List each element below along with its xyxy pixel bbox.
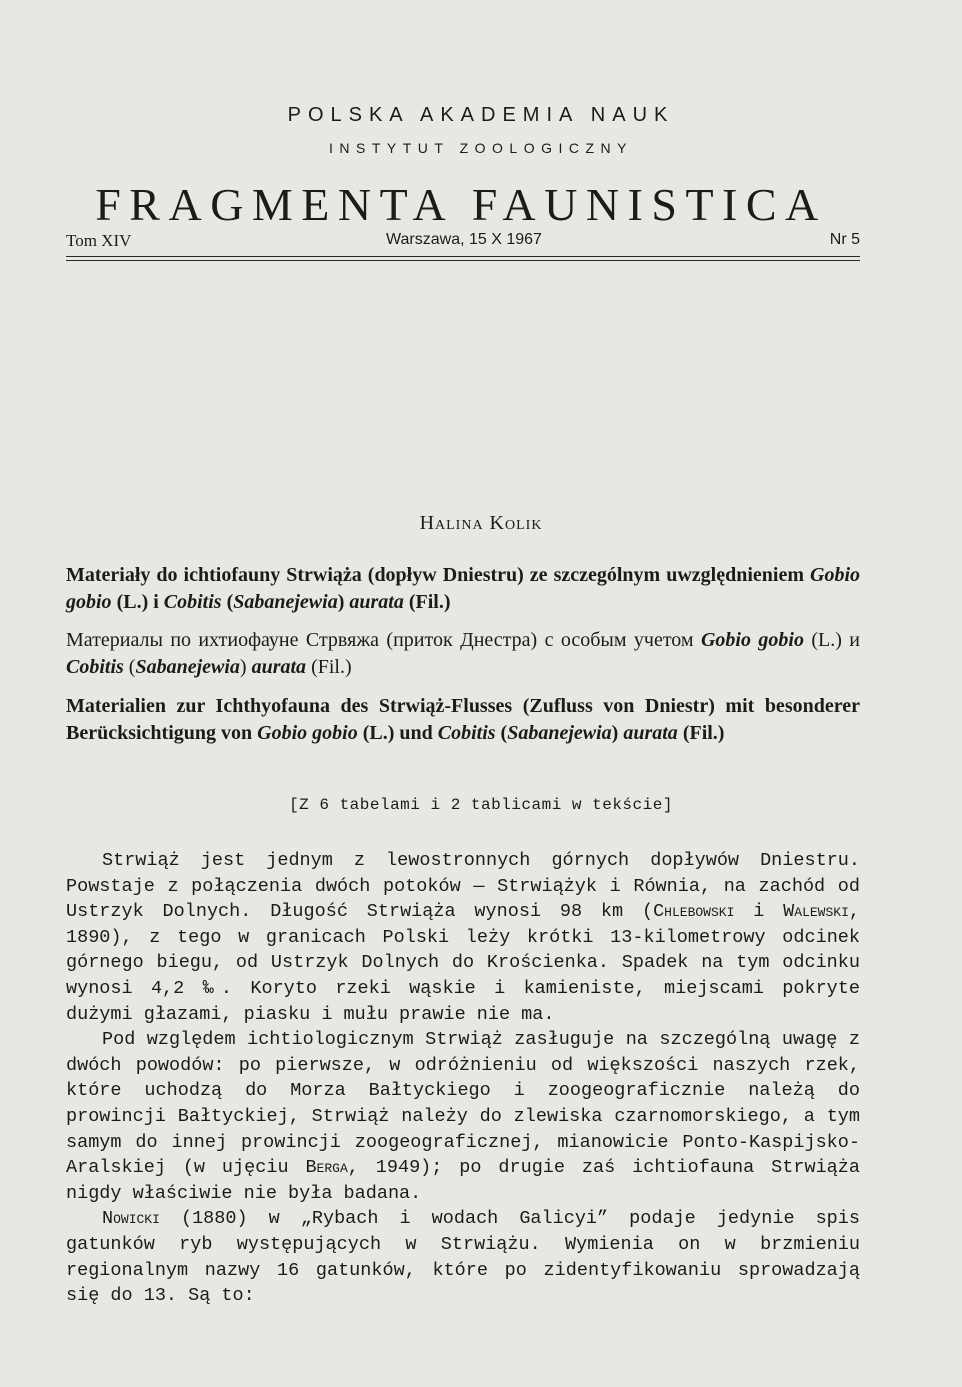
header-rule-bottom	[66, 260, 860, 261]
author-name: Halina Kolik	[419, 512, 543, 534]
issue-info	[66, 231, 860, 253]
title-german: Materialien zur Ichthyofauna des Strwiąż-Flusses (Zufluss von Dniestr) mit besonderer Berücksichtigung von Gobio gobio (L.) und Cobitis (Sabanejewia) aurata (Fil.)	[66, 695, 860, 744]
title-polish: Materiały do ichtiofauny Strwiąża (dopływ Dniestru) ze szczególnym uwzględnieniem Gobio gobio (L.) i Cobitis (Sabanejewia) aurata (Fil.)	[66, 564, 860, 613]
volume-label: Tom XIV	[66, 231, 132, 250]
article-body	[66, 848, 860, 1309]
issue-number: Nr 5	[829, 231, 860, 248]
issue-date: Warszawa, 15 X 1967	[386, 231, 542, 248]
journal-title: FRAGMENTA FAUNISTICA	[95, 179, 827, 230]
paragraph: Pod względem ichtiologicznym Strwiąż zasługuje na szczególną uwagę z dwóch powodów: po pierwsze, w odróżnieniu od większości naszych rzek, które uchodzą do Morza Bałtyckiego i zoogeograficznie należą do prowincji Bałtyckiej, Strwiąż należy do zlewiska czarnomorskiego, a tym samym do innej prowincji zoogeograficznej, mianowicie Pontо-Kaspijsko-Aralskiej (w ujęciu Berga, 1949); po drugie zaś ichtiofauna Strwiąża nigdy właściwie nie była badana.	[66, 1029, 860, 1204]
paragraph: Nowicki (1880) w „Rybach i wodach Galicyi” podaje jedynie spis gatunków ryb występujących w Strwiążu. Wymienia on w brzmieniu regionalnym nazwy 16 gatunków, które po zidentyfikowaniu sprowadzają się do 13. Są to:	[66, 1208, 860, 1307]
academy-name: POLSKA AKADEMIA NAUK	[287, 104, 675, 126]
paragraph: Strwiąż jest jednym z lewostronnych górnych dopływów Dniestru. Powstaje z połączenia dwóch potoków — Strwiążyk i Równia, na zachód od Ustrzyk Dolnych. Długość Strwiąża wynosi 98 km (Chlebowski i Walewski, 1890), z tego w granicach Polski leży krótki 13-kilometrowy odcinek górnego biegu, od Ustrzyk Dolnych do Krościenka. Spadek na tym odcinku wynosi 4,2 ‰. Koryto rzeki wąskie i kamieniste, miejscami pokryte dużymi głazami, piasku i mułu prawie nie ma.	[66, 850, 860, 1025]
title-russian: Материалы по ихтиофауне Стрвяжа (приток Днестра) с особым учетом Gobio gobio (L.) и Cobitis (Sabanejewia) aurata (Fil.)	[66, 629, 860, 678]
tables-note: [Z 6 tabelami i 2 tablicami w tekście]	[289, 796, 673, 814]
header-rule-top	[66, 256, 860, 257]
institute-name: INSTYTUT ZOOLOGICZNY	[329, 140, 633, 156]
